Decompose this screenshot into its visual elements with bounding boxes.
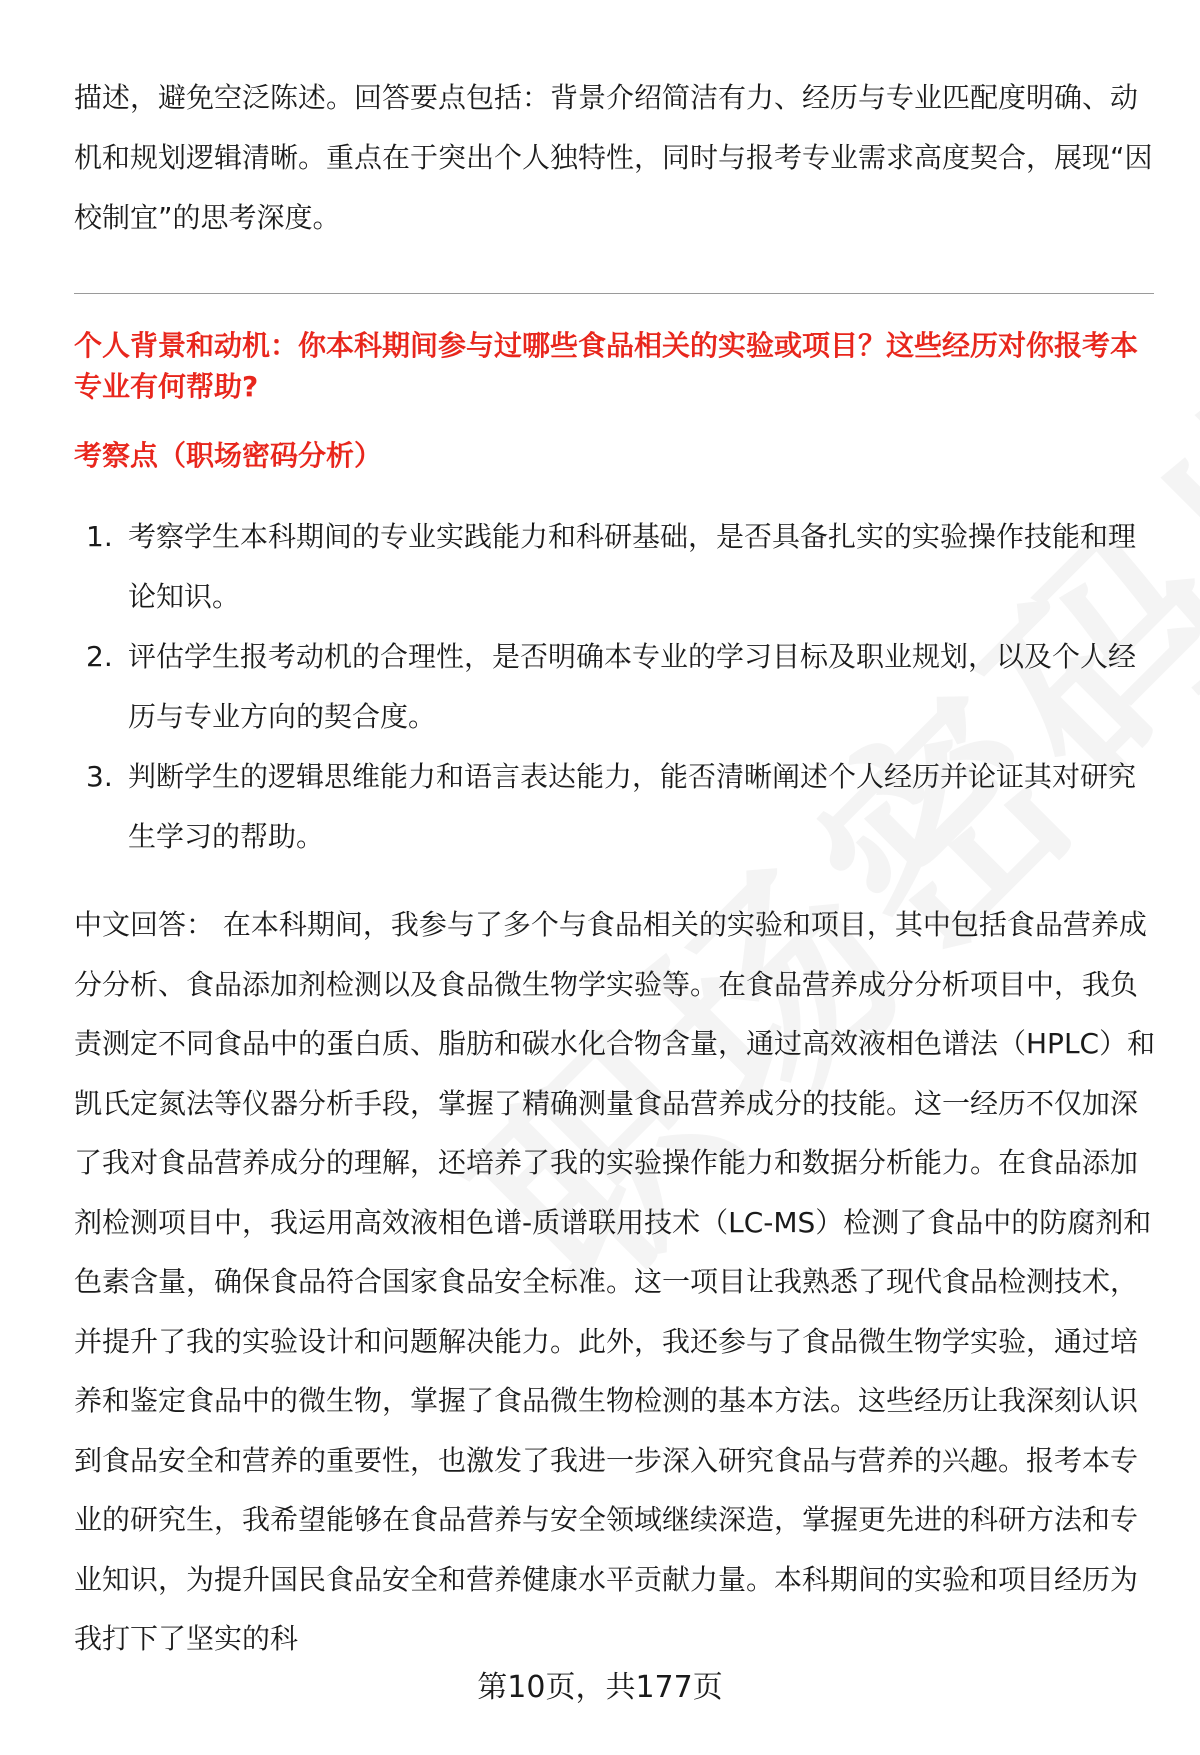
assessment-points-list bbox=[74, 507, 1154, 867]
section-divider bbox=[74, 293, 1154, 294]
assessment-points-heading: 考察点（职场密码分析） bbox=[74, 439, 383, 472]
list-item bbox=[74, 747, 1154, 867]
list-item bbox=[74, 507, 1154, 627]
answer-paragraph: 中文回答： 在本科期间，我参与了多个与食品相关的实验和项目，其中包括食品营养成分分析、食品添加剂检测以及食品微生物学实验等。在食品营养成分分析项目中，我负责测定不同食品中的蛋白质、脂肪和碳水化合物含量，通过高效液相色谱法（HPLC）和凯氏定氮法等仪器分析手段，掌握了精确测量食品营养成分的技能。这一经历不仅加深了我对食品营养成分的理解，还培养了我的实验操作能力和数据分析能力。在食品添加剂检测项目中，我运用高效液相色谱-质谱联用技术（LC-MS）检测了食品中的防腐剂和色素含量，确保食品符合国家食品安全标准。这一项目让我熟悉了现代食品检测技术，并提升了我的实验设计和问题解决能力。此外，我还参与了食品微生物学实验，通过培养和鉴定食品中的微生物，掌握了食品微生物检测的基本方法。这些经历让我深刻认识到食品安全和营养的重要性，也激发了我进一步深入研究食品与营养的兴趣。报考本专业的研究生，我希望能够在食品营养与安全领域继续深造，掌握更先进的科研方法和专业知识，为提升国民食品安全和营养健康水平贡献力量。本科期间的实验和项目经历为我打下了坚实的科 bbox=[74, 908, 1156, 1655]
intro-paragraph: 描述，避免空泛陈述。回答要点包括：背景介绍简洁有力、经历与专业匹配度明确、动机和规划逻辑清晰。重点在于突出个人独特性，同时与报考专业需求高度契合，展现“因校制宜”的思考深度。 bbox=[74, 81, 1153, 234]
question-heading: 个人背景和动机：你本科期间参与过哪些食品相关的实验或项目？这些经历对你报考本专业有何帮助? bbox=[74, 329, 1139, 403]
list-item-number: 2. bbox=[86, 640, 113, 673]
list-item-number: 1. bbox=[86, 520, 113, 553]
list-item-text: 判断学生的逻辑思维能力和语言表达能力，能否清晰阐述个人经历并论证其对研究生学习的帮助。 bbox=[128, 760, 1137, 853]
page-number-footer: 第10页，共177页 bbox=[477, 1670, 723, 1705]
list-item-text: 考察学生本科期间的专业实践能力和科研基础，是否具备扎实的实验操作技能和理论知识。 bbox=[128, 520, 1137, 613]
list-item-number: 3. bbox=[86, 760, 113, 793]
list-item-text: 评估学生报考动机的合理性，是否明确本专业的学习目标及职业规划，以及个人经历与专业方向的契合度。 bbox=[128, 640, 1137, 733]
list-item bbox=[74, 627, 1154, 747]
